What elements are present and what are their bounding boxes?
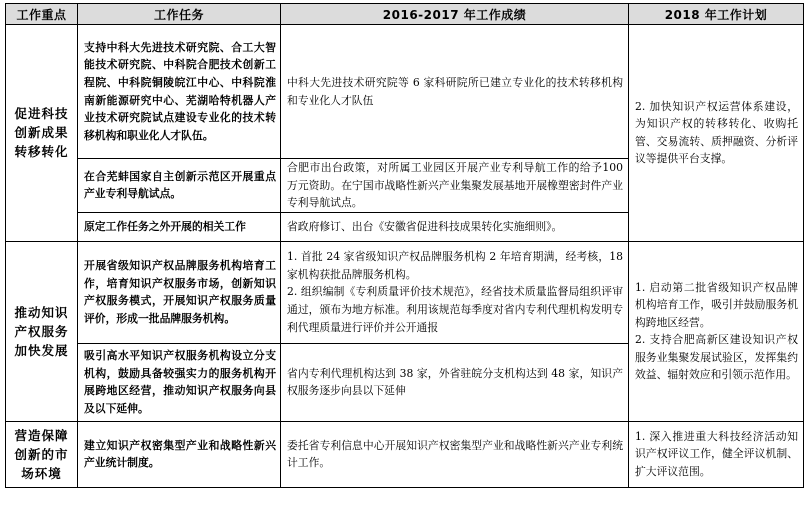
plan-line: 2. 支持合肥高新区建设知识产权服务业集聚发展试验区，发挥集约效益、辐射效应和引领示范作用。 [635, 333, 798, 382]
section-focus: 促进科技创新成果转移转化 [6, 25, 78, 242]
plan-cell: 2. 加快知识产权运营体系建设，为知识产权的转移转化、收购托管、交易流转、质押融资、分析评议等提供平台支撑。 [629, 25, 804, 242]
plan-line: 1. 启动第二批省级知识产权品牌机构培育工作，吸引并鼓励服务机构跨地区经营。 [635, 280, 798, 329]
plan-cell [629, 241, 804, 421]
result-cell: 省政府修订、出台《安徽省促进科技成果转化实施细则》。 [281, 212, 629, 241]
table-row [6, 241, 804, 343]
header-focus: 工作重点 [6, 4, 78, 25]
result-cell [281, 241, 629, 343]
result-line: 2. 组织编制《专利质量评价技术规范》，经省技术质量监督局组织评审通过，颁布为地方标准。利用该规范每季度对省内专利代理机构发明专利代理质量进行评价并公开通报 [287, 285, 623, 334]
header-result: 2016-2017 年工作成绩 [281, 4, 629, 25]
result-cell: 中科大先进技术研究院等 6 家科研院所已建立专业化的技术转移机构和专业化人才队伍 [281, 25, 629, 159]
task-cell: 原定工作任务之外开展的相关工作 [78, 212, 281, 241]
section-focus: 营造保障创新的市场环境 [6, 421, 78, 487]
result-cell: 委托省专利信息中心开展知识产权密集型产业和战略性新兴产业专利统计工作。 [281, 421, 629, 487]
table-row [6, 25, 804, 159]
task-cell: 开展省级知识产权品牌服务机构培育工作，培育知识产权服务市场，创新知识产权服务模式，开展知识产权服务质量评价，形成一批品牌服务机构。 [78, 241, 281, 343]
task-cell: 在合芜蚌国家自主创新示范区开展重点产业专利导航试点。 [78, 159, 281, 213]
result-line: 1. 首批 24 家省级知识产权品牌服务机构 2 年培育期满，经考核，18 家机构获批品牌服务机构。 [287, 250, 623, 281]
header-row [6, 4, 804, 25]
task-cell: 建立知识产权密集型产业和战略性新兴产业统计制度。 [78, 421, 281, 487]
table-row [6, 421, 804, 487]
result-cell: 省内专利代理机构达到 38 家，外省驻皖分支机构达到 48 家，知识产权服务逐步向县以下延伸 [281, 343, 629, 421]
work-plan-table [5, 3, 804, 488]
task-cell: 支持中科大先进技术研究院、合工大智能技术研究院、中科院合肥技术创新工程院、中科院铜陵皖江中心、中科院淮南新能源研究中心、芜湖哈特机器人产业技术研究院试点建设专业化的技术转移机构和职业化人才队伍。 [78, 25, 281, 159]
header-plan: 2018 年工作计划 [629, 4, 804, 25]
header-task: 工作任务 [78, 4, 281, 25]
result-cell: 合肥市出台政策，对所属工业园区开展产业专利导航工作的给予100 万元资助。在宁国市战略性新兴产业集聚发展基地开展橡塑密封件产业专利导航试点。 [281, 159, 629, 213]
plan-cell: 1. 深入推进重大科技经济活动知识产权评议工作，健全评议机制、扩大评议范围。 [629, 421, 804, 487]
section-focus: 推动知识产权服务加快发展 [6, 241, 78, 421]
task-cell: 吸引高水平知识产权服务机构设立分支机构，鼓励具备较强实力的服务机构开展跨地区经营，推动知识产权服务向县及以下延伸。 [78, 343, 281, 421]
